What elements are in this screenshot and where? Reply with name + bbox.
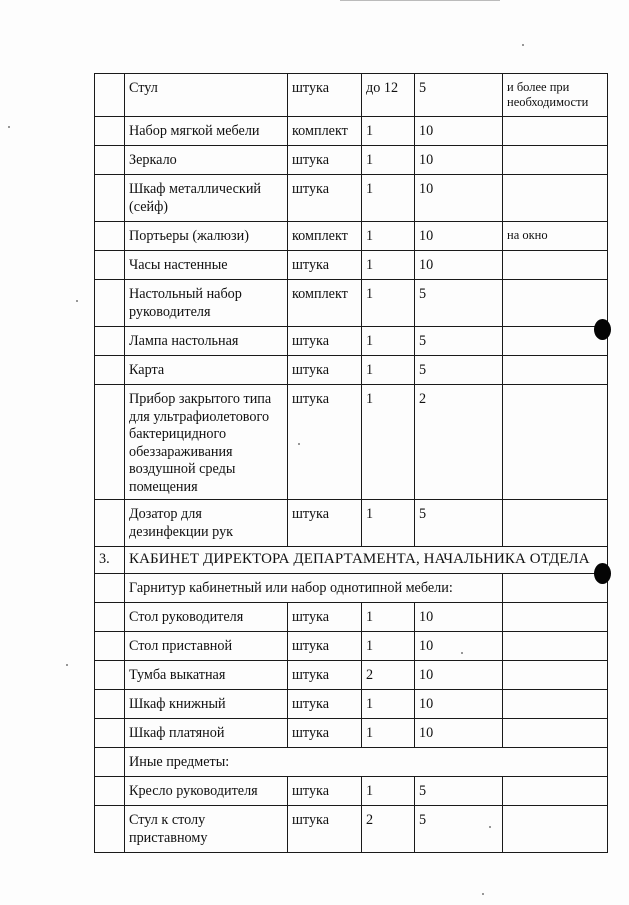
item-quantity: 1 bbox=[362, 146, 415, 175]
item-unit: штука bbox=[288, 632, 362, 661]
item-name: Карта bbox=[125, 356, 288, 385]
item-quantity: 1 bbox=[362, 603, 415, 632]
item-unit: комплект bbox=[288, 222, 362, 251]
table-row bbox=[95, 251, 608, 280]
item-service-years: 10 bbox=[415, 251, 503, 280]
item-unit: штука bbox=[288, 385, 362, 500]
item-name: Набор мягкой мебели bbox=[125, 117, 288, 146]
item-service-years: 5 bbox=[415, 280, 503, 327]
table-row bbox=[95, 117, 608, 146]
item-quantity: 1 bbox=[362, 251, 415, 280]
furniture-norms-table bbox=[94, 73, 608, 853]
item-unit: штука bbox=[288, 806, 362, 853]
item-unit: штука bbox=[288, 719, 362, 748]
row-number-empty bbox=[95, 603, 125, 632]
item-service-years: 5 bbox=[415, 356, 503, 385]
item-note bbox=[503, 806, 608, 853]
item-service-years: 10 bbox=[415, 719, 503, 748]
row-number bbox=[95, 251, 125, 280]
item-note bbox=[503, 719, 608, 748]
table-row bbox=[95, 385, 608, 500]
item-quantity: 1 bbox=[362, 777, 415, 806]
row-number-empty bbox=[95, 777, 125, 806]
row-number bbox=[95, 146, 125, 175]
row-number bbox=[95, 175, 125, 222]
table-row bbox=[95, 74, 608, 117]
item-name: Шкаф платяной bbox=[125, 719, 288, 748]
item-service-years: 5 bbox=[415, 777, 503, 806]
row-number-empty bbox=[95, 632, 125, 661]
table-row bbox=[95, 280, 608, 327]
section-title: КАБИНЕТ ДИРЕКТОРА ДЕПАРТАМЕНТА, НАЧАЛЬНИКА ОТДЕЛА bbox=[125, 547, 608, 574]
table-row bbox=[95, 175, 608, 222]
item-unit: штука bbox=[288, 500, 362, 547]
row-number bbox=[95, 222, 125, 251]
scan-speck bbox=[489, 826, 491, 828]
section-number: 3. bbox=[95, 547, 125, 574]
table-row bbox=[95, 146, 608, 175]
item-service-years: 5 bbox=[415, 74, 503, 117]
item-note bbox=[503, 500, 608, 547]
item-note bbox=[503, 385, 608, 500]
item-service-years: 5 bbox=[415, 500, 503, 547]
scan-speck bbox=[482, 893, 484, 895]
item-note bbox=[503, 661, 608, 690]
item-name: Стол руководителя bbox=[125, 603, 288, 632]
item-name: Стул bbox=[125, 74, 288, 117]
row-number bbox=[95, 74, 125, 117]
item-service-years: 10 bbox=[415, 632, 503, 661]
item-quantity: 1 bbox=[362, 632, 415, 661]
item-service-years: 10 bbox=[415, 117, 503, 146]
section-heading-row bbox=[95, 547, 608, 574]
item-name: Дозатор для дезинфекции рук bbox=[125, 500, 288, 547]
item-service-years: 5 bbox=[415, 327, 503, 356]
item-service-years: 2 bbox=[415, 385, 503, 500]
item-note bbox=[503, 777, 608, 806]
item-note: на окно bbox=[503, 222, 608, 251]
item-name: Лампа настольная bbox=[125, 327, 288, 356]
item-name: Стол приставной bbox=[125, 632, 288, 661]
table-row bbox=[95, 632, 608, 661]
item-unit: штука bbox=[288, 327, 362, 356]
item-quantity: 1 bbox=[362, 327, 415, 356]
item-service-years: 10 bbox=[415, 661, 503, 690]
item-unit: штука bbox=[288, 74, 362, 117]
item-quantity: 1 bbox=[362, 385, 415, 500]
item-unit: штука bbox=[288, 661, 362, 690]
row-number-empty bbox=[95, 748, 125, 777]
item-service-years: 10 bbox=[415, 222, 503, 251]
item-quantity: 1 bbox=[362, 500, 415, 547]
item-quantity: 1 bbox=[362, 356, 415, 385]
table-row bbox=[95, 806, 608, 853]
item-unit: штука bbox=[288, 251, 362, 280]
row-number-empty bbox=[95, 719, 125, 748]
table-row bbox=[95, 327, 608, 356]
item-note bbox=[503, 146, 608, 175]
item-service-years: 5 bbox=[415, 806, 503, 853]
item-note bbox=[503, 251, 608, 280]
table-row bbox=[95, 603, 608, 632]
subheading-other: Иные предметы: bbox=[125, 748, 608, 777]
item-service-years: 10 bbox=[415, 690, 503, 719]
item-name: Стул к столу приставному bbox=[125, 806, 288, 853]
ink-blot-punch-hole bbox=[594, 563, 611, 584]
scan-speck bbox=[8, 126, 10, 128]
table-row bbox=[95, 777, 608, 806]
table-row bbox=[95, 356, 608, 385]
item-unit: штука bbox=[288, 356, 362, 385]
table-row bbox=[95, 500, 608, 547]
scan-speck bbox=[66, 664, 68, 666]
item-service-years: 10 bbox=[415, 175, 503, 222]
item-unit: штука bbox=[288, 777, 362, 806]
item-service-years: 10 bbox=[415, 603, 503, 632]
scan-speck bbox=[461, 652, 463, 654]
item-note bbox=[503, 356, 608, 385]
item-unit: комплект bbox=[288, 117, 362, 146]
item-quantity: 1 bbox=[362, 280, 415, 327]
row-number bbox=[95, 327, 125, 356]
item-quantity: до 12 bbox=[362, 74, 415, 117]
item-name: Настольный набор руководителя bbox=[125, 280, 288, 327]
item-name: Тумба выкатная bbox=[125, 661, 288, 690]
row-number-empty bbox=[95, 574, 125, 603]
item-note bbox=[503, 574, 608, 603]
item-unit: штука bbox=[288, 690, 362, 719]
scan-speck bbox=[76, 300, 78, 302]
item-note bbox=[503, 632, 608, 661]
row-number bbox=[95, 356, 125, 385]
item-service-years: 10 bbox=[415, 146, 503, 175]
table-row bbox=[95, 222, 608, 251]
scan-speck bbox=[298, 443, 300, 445]
row-number-empty bbox=[95, 806, 125, 853]
table-row bbox=[95, 719, 608, 748]
row-number-empty bbox=[95, 690, 125, 719]
row-number bbox=[95, 500, 125, 547]
item-note bbox=[503, 280, 608, 327]
row-number bbox=[95, 280, 125, 327]
item-quantity: 2 bbox=[362, 661, 415, 690]
item-quantity: 2 bbox=[362, 806, 415, 853]
item-note bbox=[503, 175, 608, 222]
item-quantity: 1 bbox=[362, 222, 415, 251]
item-name: Шкаф металлический (сейф) bbox=[125, 175, 288, 222]
item-note bbox=[503, 327, 608, 356]
item-name: Зеркало bbox=[125, 146, 288, 175]
item-quantity: 1 bbox=[362, 690, 415, 719]
item-note bbox=[503, 690, 608, 719]
item-unit: штука bbox=[288, 146, 362, 175]
item-note bbox=[503, 603, 608, 632]
row-number-empty bbox=[95, 661, 125, 690]
item-unit: комплект bbox=[288, 280, 362, 327]
item-note: и более при необходимости bbox=[503, 74, 608, 117]
item-quantity: 1 bbox=[362, 719, 415, 748]
item-name: Шкаф книжный bbox=[125, 690, 288, 719]
scan-edge-line bbox=[340, 0, 500, 1]
table-row bbox=[95, 690, 608, 719]
subheading-furniture: Гарнитур кабинетный или набор однотипной мебели: bbox=[125, 574, 503, 603]
table-row bbox=[95, 661, 608, 690]
item-name: Портьеры (жалюзи) bbox=[125, 222, 288, 251]
item-quantity: 1 bbox=[362, 117, 415, 146]
item-name: Часы настенные bbox=[125, 251, 288, 280]
subheading-row bbox=[95, 748, 608, 777]
row-number bbox=[95, 117, 125, 146]
subheading-row bbox=[95, 574, 608, 603]
item-quantity: 1 bbox=[362, 175, 415, 222]
item-name: Прибор закрытого типа для ультрафиолетового бактерицидного обеззараживания воздушной среды помещения bbox=[125, 385, 288, 500]
item-note bbox=[503, 117, 608, 146]
scan-speck bbox=[522, 44, 524, 46]
item-unit: штука bbox=[288, 603, 362, 632]
ink-blot-punch-hole bbox=[594, 319, 611, 340]
item-name: Кресло руководителя bbox=[125, 777, 288, 806]
row-number bbox=[95, 385, 125, 500]
item-unit: штука bbox=[288, 175, 362, 222]
